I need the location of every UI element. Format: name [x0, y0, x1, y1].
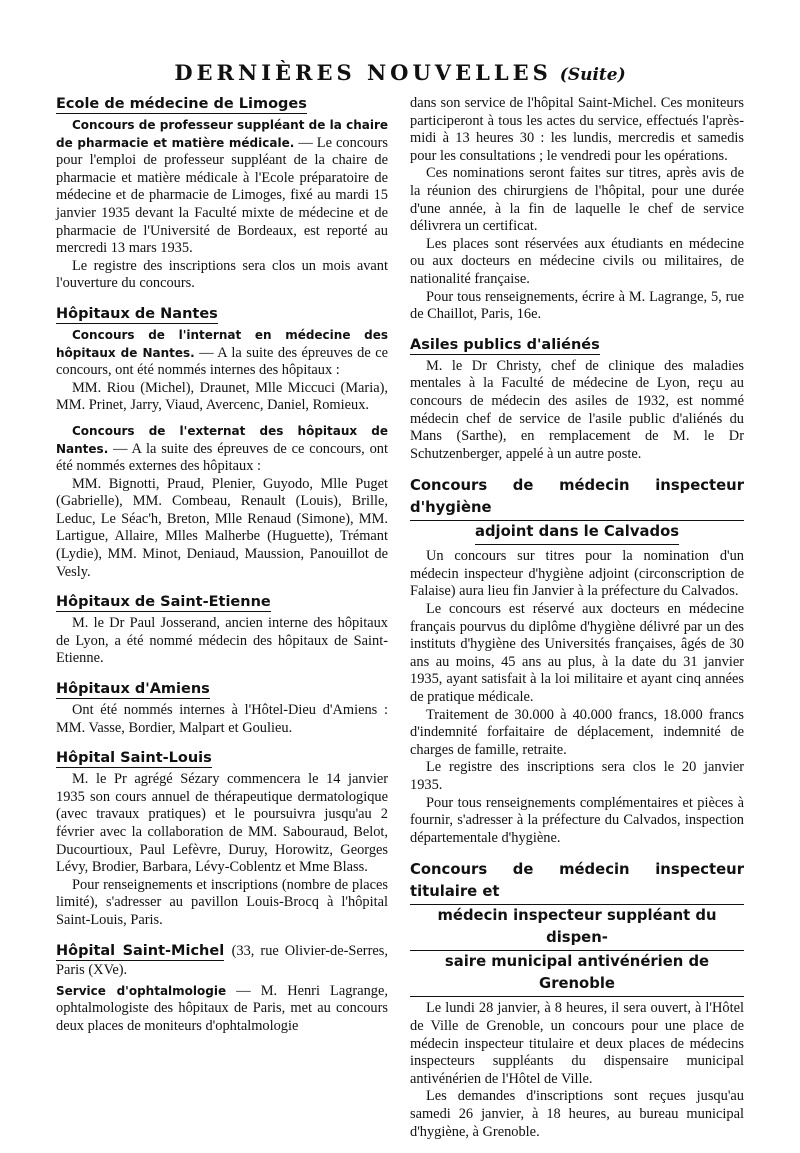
section-st-etienne: [56, 593, 388, 668]
section-calvados: [410, 475, 744, 847]
paragraph: Les places sont réservées aux étudiants en médecine ou aux docteurs en médecine civils ou militaires, de nationalité française.: [410, 235, 744, 287]
section-heading: Hôpitaux de Saint-Etienne: [56, 594, 271, 611]
paragraph: M. le Dr Paul Josserand, ancien interne des hôpitaux de Lyon, a été nommé médecin des hôpitaux de Saint-Etienne.: [56, 615, 388, 667]
paragraph: Pour tous renseignements, écrire à M. Lagrange, 5, rue de Chaillot, Paris, 16e.: [410, 288, 744, 323]
section-heading: Concours de médecin inspecteur titulaire et médecin inspecteur suppléant du dispen- saire municipal antivénérien de Grenoble: [410, 859, 744, 997]
subheading: Service d'ophtalmologie: [56, 983, 227, 998]
section-limoges: [56, 95, 388, 293]
paragraph: Le lundi 28 janvier, à 8 heures, il sera ouvert, à l'Hôtel de Ville de Grenoble, un concours pour une place de médecin inspecteur titulaire et deux places de médecins inspecteurs suppléants du dispensaire municipal antivénérien de l'Hôtel de Ville.: [410, 1000, 744, 1087]
paragraph: Un concours sur titres pour la nomination d'un médecin inspecteur d'hygiène adjoint (circonscription de Falaise) aura lieu fin Janvier à la préfecture du Calvados.: [410, 548, 744, 600]
paragraph: Le concours est réservé aux docteurs en médecine français pourvus du diplôme d'hygiène délivré par un des instituts d'hygiène des Universités françaises, âgés de 30 ans au moins, 45 ans au plus, à la date du 31 janvier 1935, ayant satisfait à la loi militaire et ayant cinq années de pratique médicale.: [410, 601, 744, 706]
paragraph: Les demandes d'inscriptions sont reçues jusqu'au samedi 26 janvier, à 18 heures, au bureau municipal d'hygiène, à Grenoble.: [410, 1088, 744, 1140]
paragraph: Concours de professeur suppléant de la chaire de pharmacie et matière médicale. — Le concours pour l'emploi de professeur suppléant de la chaire de pharmacie et matière médicale à l'Ecole préparatoire de médecine et de pharmacie de Limoges, fixé au mardi 15 janvier 1935 devant la Faculté mixte de médecine et de pharmacie de l'Université de Bordeaux, est reporté au mercredi 13 mars 1935.: [56, 118, 388, 257]
paragraph: Pour renseignements et inscriptions (nombre de places limité), s'adresser au pavillon Louis-Brocq à l'hôpital Saint-Louis, Paris.: [56, 876, 388, 928]
paragraph: Le registre des inscriptions sera clos un mois avant l'ouverture du concours.: [56, 257, 388, 292]
page-title-text: DERNIÈRES NOUVELLES: [174, 60, 552, 85]
paragraph: M. le Dr Christy, chef de clinique des maladies mentales à la Faculté de médecine de Lyon, reçu au concours de médecin des asiles de 1932, est nommé médecin chef de service de l'asile public d'aliénés du Mans (Sarthe), en remplacement de M. le Dr Schutzenberger, appelé à un autre poste.: [410, 357, 744, 462]
paragraph: dans son service de l'hôpital Saint-Michel. Ces moniteurs participeront à tous les actes du service, effectués l'après-midi à 13 heures 30 : les lundis, mercredis et samedis pour les consultations ; le vendredi pour les opérations.: [410, 95, 744, 164]
section-heading: Asiles publics d'aliénés: [410, 336, 600, 353]
paragraph: Le registre des inscriptions sera clos le 20 janvier 1935.: [410, 759, 744, 793]
section-st-michel: [56, 942, 388, 1036]
section-st-michel-continued: [410, 95, 744, 324]
section-heading: Hôpital Saint-Louis: [56, 750, 212, 767]
section-nantes: [56, 305, 388, 581]
section-heading: Hôpital Saint-Michel (33, rue Olivier-de-Serres, Paris (XVe).: [56, 942, 388, 978]
section-heading: Concours de médecin inspecteur d'hygiène adjoint dans le Calvados: [410, 475, 744, 545]
page-title-suite: (Suite): [559, 65, 626, 85]
section-st-louis: [56, 749, 388, 929]
paragraph: Traitement de 30.000 à 40.000 francs, 18.000 francs d'indemnité forfaitaire de déplacement, indemnité de charges de famille, retraite.: [410, 706, 744, 758]
paragraph: MM. Riou (Michel), Draunet, Mlle Miccuci (Maria), MM. Prinet, Jarry, Viaud, Avercenc, Daniel, Romieux.: [56, 379, 388, 414]
paragraph: Pour tous renseignements complémentaires et pièces à fournir, s'adresser à la préfecture du Calvados, inspection départementale d'hygiène.: [410, 794, 744, 846]
paragraph: M. le Pr agrégé Sézary commencera le 14 janvier 1935 son cours annuel de thérapeutique dermatologique (avec travaux pratiques) et le poursuivra jusqu'au 2 février avec la collaboration de MM. Sabouraud, Belot, Ducourtioux, Paul Lefèvre, Duruy, Horowitz, Georges Lévy, Brodier, Barbara, Lévy-Coblentz et Mme Blass.: [56, 771, 388, 876]
page-title: [0, 60, 800, 85]
subheading: Concours de professeur suppléant de la chaire de pharmacie et matière médicale.: [56, 118, 388, 150]
subheading: Concours de l'internat en médecine des hôpitaux de Nantes.: [56, 327, 388, 360]
section-asiles: [410, 336, 744, 464]
subheading: Concours de l'externat des hôpitaux de Nantes.: [56, 423, 388, 456]
paragraph: Ces nominations seront faites sur titres, après avis de la réunion des chirurgiens de l'hôpital, pour une durée d'une année, à la fin de laquelle le chef de service délivrera un certificat.: [410, 165, 744, 235]
left-column: [56, 95, 388, 1047]
paragraph: Service d'ophtalmologie — M. Henri Lagrange, ophtalmologiste des hôpitaux de Paris, met au concours deux places de moniteurs d'ophtalmologie: [56, 982, 388, 1034]
paragraph: Ont été nommés internes à l'Hôtel-Dieu d'Amiens : MM. Vasse, Bordier, Malpart et Goulieu.: [56, 702, 388, 736]
paragraph: MM. Bignotti, Praud, Plenier, Guyodo, Mlle Puget (Gabrielle), MM. Combeau, Renault (Louis), Brille, Leduc, Le Séac'h, Breton, Mlle Renaud (Simone), MM. Lartigue, Allaire, Mlles Malherbe (Huguette), Trémant (Lydie), MM. Minot, Deniaud, Maussion, Panouillot de Vesly.: [56, 475, 388, 580]
section-amiens: [56, 680, 388, 737]
section-heading: Hôpitaux de Nantes: [56, 305, 218, 322]
section-grenoble: [410, 859, 744, 1141]
section-heading: Ecole de médecine de Limoges: [56, 96, 307, 112]
section-heading: Hôpitaux d'Amiens: [56, 681, 210, 698]
right-column: [410, 95, 744, 1153]
paragraph: Concours de l'internat en médecine des hôpitaux de Nantes. — A la suite des épreuves de ce concours, ont été nommés internes des hôpitaux :: [56, 327, 388, 379]
paragraph: Concours de l'externat des hôpitaux de Nantes. — A la suite des épreuves de ce concours, ont été nommés externes des hôpitaux :: [56, 423, 388, 475]
